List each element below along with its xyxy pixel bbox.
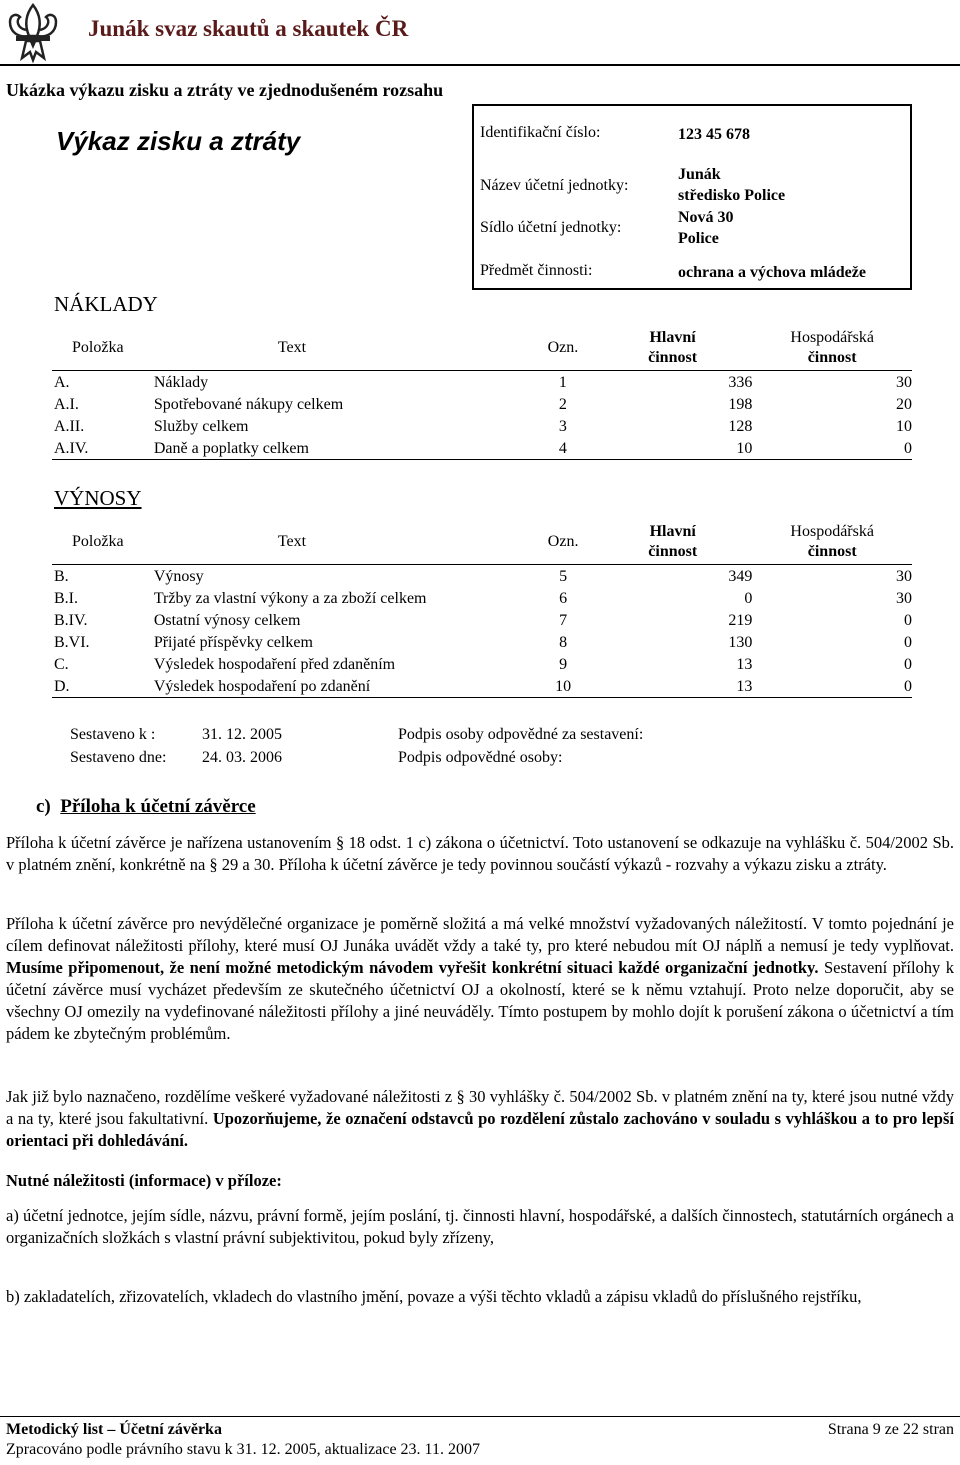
col-econ-2: činnost xyxy=(807,349,857,366)
col-main-2: činnost xyxy=(648,543,698,560)
section-c-heading xyxy=(36,796,256,818)
row-item: D. xyxy=(52,675,154,698)
paragraph-3 xyxy=(6,1086,954,1152)
table-row xyxy=(52,631,912,653)
row-item: A. xyxy=(54,373,70,391)
row-main: 128 xyxy=(728,417,753,435)
table-row xyxy=(52,587,912,609)
table-row xyxy=(52,653,912,675)
row-text: Výsledek hospodaření po zdanění xyxy=(154,675,533,698)
row-item: C. xyxy=(54,655,69,673)
col-main-1: Hlavní xyxy=(649,329,696,346)
col-econ-1: Hospodářská xyxy=(790,329,874,346)
row-econ: 0 xyxy=(752,437,912,460)
row-ozn: 7 xyxy=(559,611,568,629)
header-rule xyxy=(0,64,960,66)
row-main: 130 xyxy=(728,633,753,651)
name-label: Název účetní jednotky: xyxy=(480,177,629,194)
scout-fleur-de-lis-logo xyxy=(4,2,62,64)
footer-page-number: Strana 9 ze 22 stran xyxy=(827,1421,954,1438)
entity-line-3: Nová 30 xyxy=(678,209,734,226)
costs-heading: NÁKLADY xyxy=(54,292,158,316)
row-main: 10 xyxy=(593,437,752,460)
seat-label: Sídlo účetní jednotky: xyxy=(480,219,622,236)
row-ozn: 1 xyxy=(558,373,567,391)
section-c-title: Příloha k účetní závěrce xyxy=(60,796,256,817)
row-item: B.VI. xyxy=(54,633,90,651)
paragraph-5 xyxy=(6,1205,954,1249)
item-a-text: a) účetní jednotce, jejím sídle, názvu, právní formě, jejím poslání, tj. činnosti hlavní, hospodářské, a dalších činnostech, statutárních orgánech a organizačních složkách s vlastní právní subjektivitou, pokud byly zřízeny, xyxy=(6,1206,954,1247)
paragraph-6 xyxy=(6,1286,954,1308)
col-main-2: činnost xyxy=(648,349,698,366)
row-text: Přijaté příspěvky celkem xyxy=(153,633,313,651)
compiled-to-value: 31. 12. 2005 xyxy=(202,726,282,743)
revenues-table xyxy=(52,520,912,698)
row-text: Výnosy xyxy=(153,567,204,585)
row-ozn: 9 xyxy=(559,655,568,673)
entity-line-2: středisko Police xyxy=(678,187,786,204)
table-row xyxy=(52,565,912,588)
paragraph-1-text: Příloha k účetní závěrce je nařízena ustanovením § 18 odst. 1 c) zákona o účetnictví. Toto ustanovení se odkazuje na vyhlášku č. 504/2002 Sb. v platném znění, konkrétně na § 29 a 30. Příloha k účetní závěrce je tedy povinnou součástí výkazů - rozvahy a výkazu zisku a ztráty. xyxy=(6,833,954,874)
paragraph-2 xyxy=(6,913,954,1045)
compiled-on-label: Sestaveno dne: xyxy=(70,749,167,766)
row-text: Daně a poplatky celkem xyxy=(154,437,533,460)
id-value: 123 45 678 xyxy=(678,126,750,143)
row-main: 349 xyxy=(728,567,753,585)
footer-legal-status: Zpracováno podle právního stavu k 31. 12. 2005, aktualizace 23. 11. 2007 xyxy=(6,1441,480,1458)
compiled-on-value: 24. 03. 2006 xyxy=(202,749,282,766)
col-econ-2: činnost xyxy=(807,543,857,560)
row-text: Náklady xyxy=(153,373,209,391)
col-text: Text xyxy=(277,533,307,550)
row-ozn: 2 xyxy=(558,395,567,413)
activity-label: Předmět činnosti: xyxy=(480,262,593,279)
row-ozn: 5 xyxy=(559,567,568,585)
row-econ: 0 xyxy=(752,675,912,698)
row-item: A.IV. xyxy=(52,437,154,460)
row-econ: 0 xyxy=(904,633,912,651)
paragraph-3a: Jak již bylo naznačeno, rozdělíme veškeré vyžadované náležitosti z § 30 vyhlášky č. 504/2002 Sb. v platném znění na ty, které jsou nutné vždy a na ty, které jsou fakultativní. xyxy=(6,1087,954,1128)
col-item: Položka xyxy=(72,339,124,356)
entity-info-box xyxy=(472,104,912,290)
row-text: Ostatní výnosy celkem xyxy=(153,611,301,629)
signature-person: Podpis odpovědné osoby: xyxy=(398,749,563,766)
revenues-heading: VÝNOSY xyxy=(54,486,142,510)
paragraph-3b-bold: Upozorňujeme, že označení odstavců po rozdělení zůstalo zachováno v souladu s vyhláškou a to pro lepší orientaci při dohledávání. xyxy=(6,1109,954,1150)
table-row xyxy=(52,675,912,698)
row-item: A.I. xyxy=(54,395,79,413)
row-text: Tržby za vlastní výkony a za zboží celkem xyxy=(153,589,427,607)
paragraph-4 xyxy=(6,1170,954,1192)
entity-line-1: Junák xyxy=(678,166,721,183)
row-main: 336 xyxy=(728,373,753,391)
compiled-to-label: Sestaveno k : xyxy=(70,726,156,743)
row-item: A.II. xyxy=(54,417,85,435)
row-item: B.IV. xyxy=(54,611,88,629)
row-item: B. xyxy=(54,567,69,585)
col-ozn: Ozn. xyxy=(547,533,579,550)
paragraph-2a: Příloha k účetní závěrce pro nevýdělečné organizace je poměrně složitá a má velké množství vyžadovaných náležitostí. V tomto pojednání je cílem definovat náležitosti přílohy, které musí OJ Junáka uvádět vždy a také ty, pro které nebudou mít OJ náplň a nemusí je tedy vyplňovat. xyxy=(6,914,954,955)
row-ozn: 3 xyxy=(558,417,567,435)
row-econ: 30 xyxy=(896,373,912,391)
row-main: 0 xyxy=(744,589,753,607)
row-main: 219 xyxy=(728,611,753,629)
col-text: Text xyxy=(277,339,307,356)
col-econ-1: Hospodářská xyxy=(790,523,874,540)
row-ozn: 6 xyxy=(559,589,568,607)
row-ozn: 10 xyxy=(533,675,593,698)
row-ozn: 8 xyxy=(559,633,568,651)
row-econ: 0 xyxy=(904,611,912,629)
paragraph-1 xyxy=(6,832,954,876)
report-title: Výkaz zisku a ztráty xyxy=(56,126,301,156)
activity-value: ochrana a výchova mládeže xyxy=(678,264,866,281)
table-row xyxy=(52,609,912,631)
row-main: 13 xyxy=(593,675,752,698)
col-ozn: Ozn. xyxy=(547,339,579,356)
org-title: Junák svaz skautů a skautek ČR xyxy=(88,16,409,41)
table-row xyxy=(52,415,912,437)
row-econ: 30 xyxy=(896,567,912,585)
row-econ: 30 xyxy=(896,589,912,607)
col-item: Položka xyxy=(72,533,124,550)
row-item: B.I. xyxy=(54,589,78,607)
table-row xyxy=(52,371,912,394)
row-main: 198 xyxy=(728,395,753,413)
row-ozn: 4 xyxy=(533,437,593,460)
table-header-row xyxy=(52,326,912,371)
row-econ: 0 xyxy=(904,655,912,673)
section-c-marker: c) xyxy=(36,796,51,817)
entity-line-4: Police xyxy=(678,230,719,247)
row-text: Služby celkem xyxy=(153,417,249,435)
table-header-row xyxy=(52,520,912,565)
costs-table xyxy=(52,326,912,460)
footer-rule xyxy=(0,1416,960,1417)
paragraph-2c: Sestavení přílohy k účetní závěrce musí vycházet především ze skutečného účetnictví OJ a okolností, které se k němu vztahují. Proto nelze doporučit, aby se všechny OJ omezily na vydefinované náležitosti přílohy a jiné neuváděly. Tímto postupem by mohlo dojít k porušení zákona o účetnictví a tím pádem ke zbytečným problémům. xyxy=(6,958,954,1043)
col-main-1: Hlavní xyxy=(649,523,696,540)
signature-responsible: Podpis osoby odpovědné za sestavení: xyxy=(398,726,644,743)
paragraph-2b-bold: Musíme připomenout, že není možné metodickým návodem vyřešit konkrétní situaci každé organizační jednotky. xyxy=(6,958,819,977)
row-text: Spotřebované nákupy celkem xyxy=(153,395,344,413)
row-text: Výsledek hospodaření před zdaněním xyxy=(153,655,396,673)
row-econ: 20 xyxy=(896,395,912,413)
row-econ: 10 xyxy=(896,417,912,435)
table-row xyxy=(52,437,912,460)
item-b-text: b) zakladatelích, zřizovatelích, vkladech do vlastního jmění, povaze a výši těchto vkladů a zápisu vkladů do příslušného rejstříku, xyxy=(6,1287,862,1306)
table-row xyxy=(52,393,912,415)
id-label: Identifikační číslo: xyxy=(480,124,601,141)
document-subtitle: Ukázka výkazu zisku a ztráty ve zjednodušeném rozsahu xyxy=(6,80,444,100)
required-items-heading: Nutné náležitosti (informace) v příloze: xyxy=(6,1171,282,1190)
row-main: 13 xyxy=(736,655,753,673)
footer-doc-name: Metodický list – Účetní závěrka xyxy=(6,1421,222,1438)
